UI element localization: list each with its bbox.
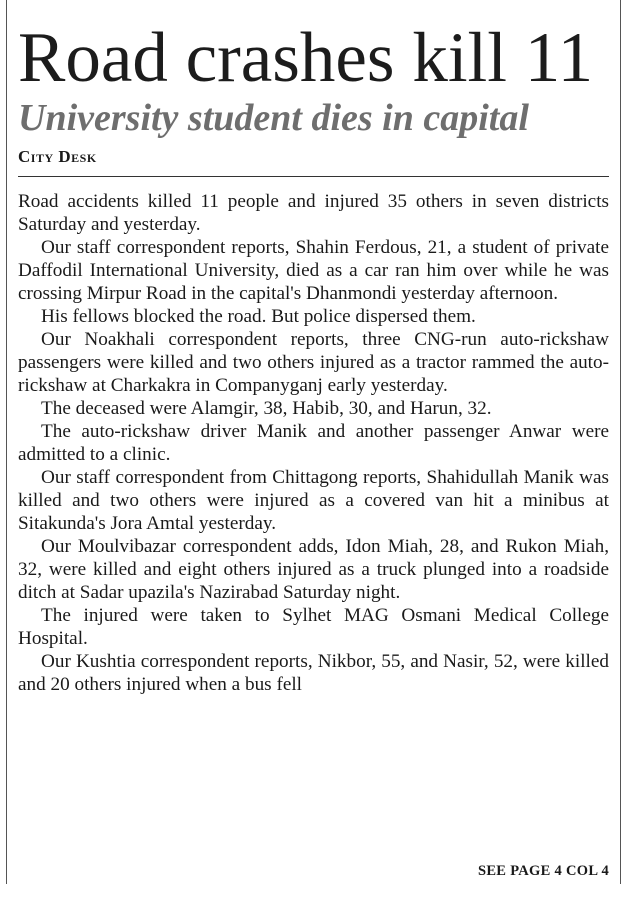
byline-divider: [18, 176, 609, 177]
paragraph: His fellows blocked the road. But police dispersed them.: [41, 306, 476, 327]
paragraph: Our staff correspondent reports, Shahin Ferdous, 21, a student of private Daffodil International University, died as a car ran him over while he was crossing Mirpur Road in the capital's Dhanmondi yesterday afternoon.: [18, 237, 609, 304]
byline: City Desk: [18, 147, 97, 166]
paragraph: Our staff correspondent from Chittagong reports, Shahidullah Manik was killed and two others were injured as a covered van hit a minibus at Sitakunda's Jora Amtal yesterday.: [18, 467, 609, 534]
subheadline: University student dies in capital: [18, 97, 529, 139]
paragraph: Road accidents killed 11 people and injured 35 others in seven districts Saturday and yesterday.: [18, 191, 609, 235]
headline: Road crashes kill 11: [18, 19, 594, 97]
article-body: [18, 190, 609, 696]
column-rule-left: [6, 0, 7, 884]
column-rule-right: [620, 0, 621, 884]
paragraph: The injured were taken to Sylhet MAG Osmani Medical College Hospital.: [18, 605, 609, 649]
continued-jump-line: SEE PAGE 4 COL 4: [477, 863, 609, 879]
paragraph: The deceased were Alamgir, 38, Habib, 30, and Harun, 32.: [41, 398, 492, 419]
paragraph: Our Kushtia correspondent reports, Nikbor, 55, and Nasir, 52, were killed and 20 others injured when a bus fell: [18, 651, 609, 695]
paragraph: Our Noakhali correspondent reports, three CNG-run auto-rickshaw passengers were killed and two others injured as a tractor rammed the auto-rickshaw at Charkakra in Companyganj early yesterday.: [18, 329, 609, 396]
paragraph: The auto-rickshaw driver Manik and another passenger Anwar were admitted to a clinic.: [18, 421, 609, 465]
paragraph: Our Moulvibazar correspondent adds, Idon Miah, 28, and Rukon Miah, 32, were killed and eight others injured as a truck plunged into a roadside ditch at Sadar upazila's Nazirabad Saturday night.: [18, 536, 609, 603]
